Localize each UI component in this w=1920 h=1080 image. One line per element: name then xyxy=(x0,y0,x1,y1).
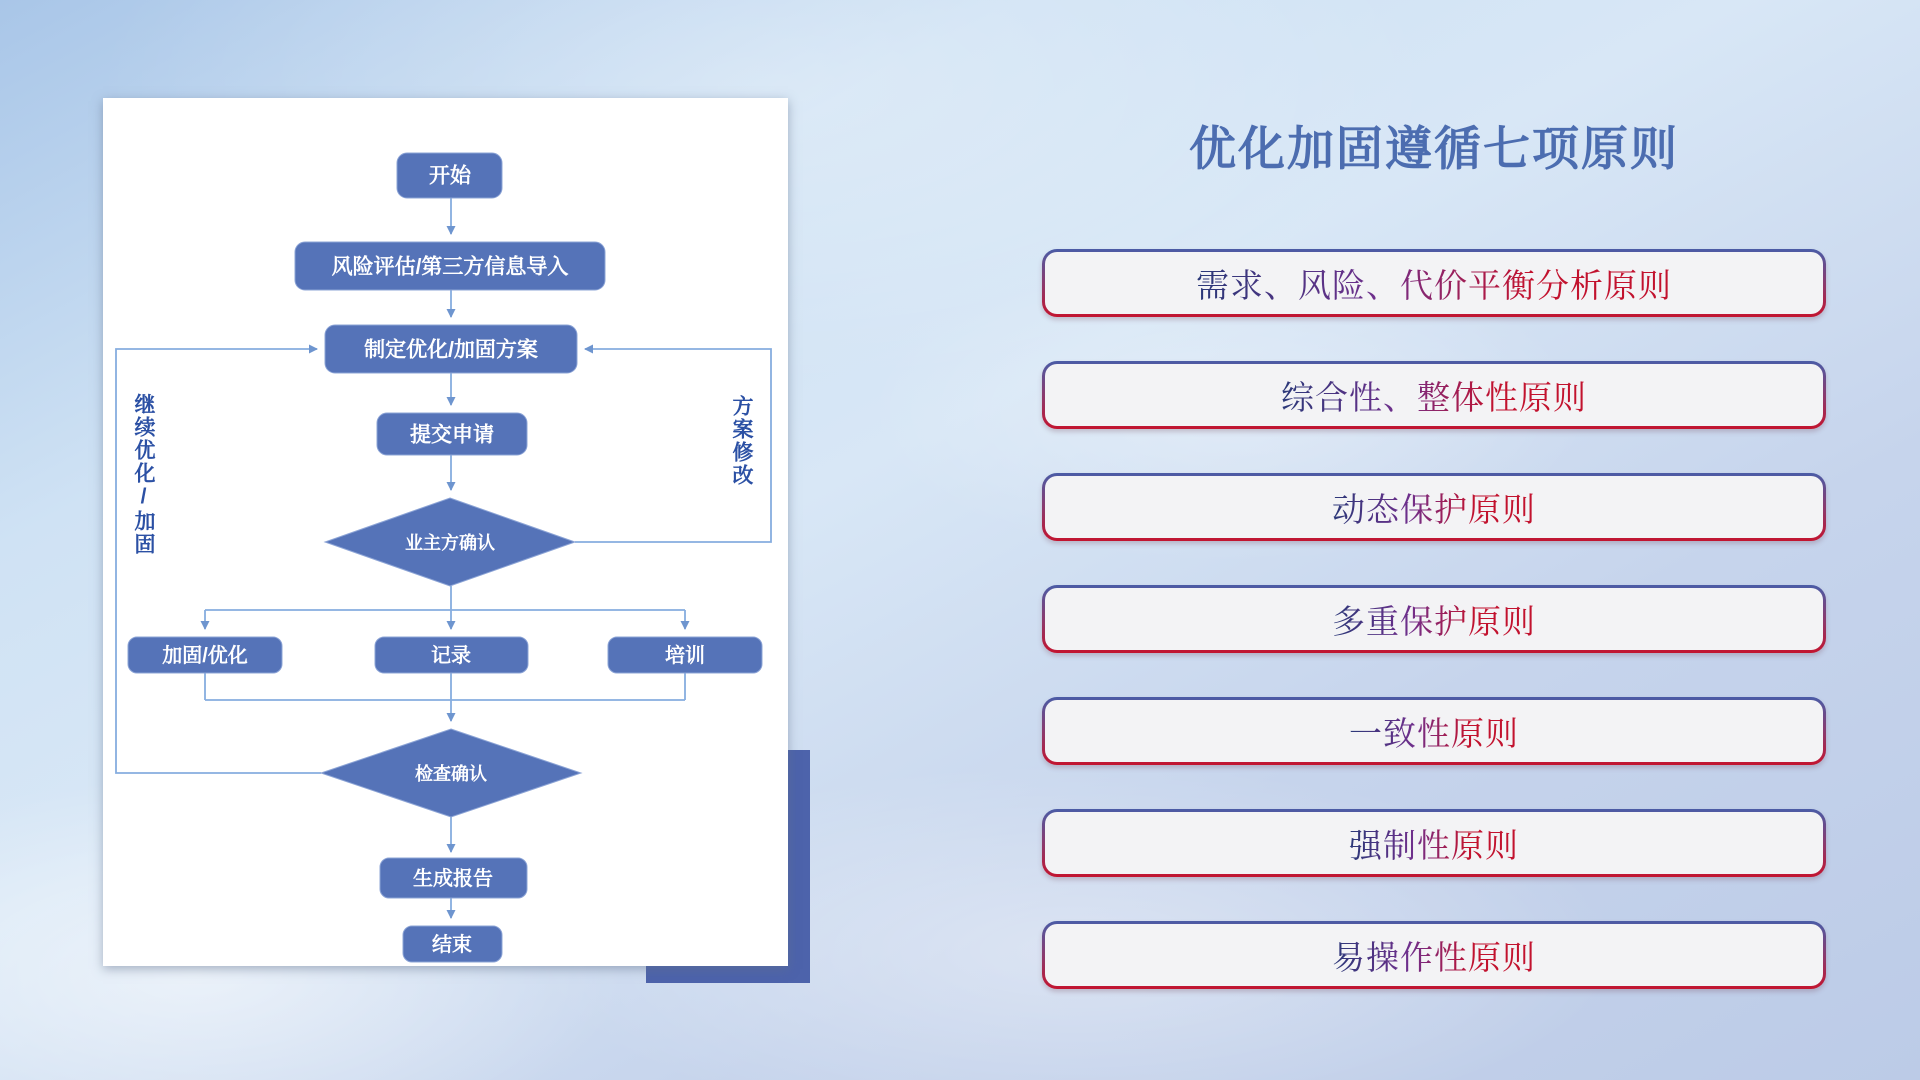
principle-item-6-box xyxy=(1045,812,1823,874)
principle-label: 一致性原则 xyxy=(1349,708,1519,755)
principle-item-3 xyxy=(1042,473,1826,541)
node-submit-request-label: 提交申请 xyxy=(410,423,494,447)
node-owner-confirm xyxy=(325,498,575,586)
node-end-label: 结束 xyxy=(432,934,472,956)
node-start xyxy=(397,153,502,198)
principle-label: 综合性、整体性原则 xyxy=(1281,372,1587,419)
flowchart-diagram xyxy=(103,98,788,966)
principle-item-7-box xyxy=(1045,924,1823,986)
principle-item-2-box xyxy=(1045,364,1823,426)
node-owner-confirm-label: 业主方确认 xyxy=(405,533,495,553)
node-generate-report-label: 生成报告 xyxy=(413,868,493,890)
loop-label-continue-optimize: 继续优化/加固 xyxy=(132,393,155,556)
node-end xyxy=(403,926,502,962)
principle-item-2 xyxy=(1042,361,1826,429)
node-harden-optimize-label: 加固/优化 xyxy=(162,645,248,667)
node-check-confirm xyxy=(321,729,581,817)
node-make-plan-label: 制定优化/加固方案 xyxy=(364,338,538,362)
node-make-plan xyxy=(325,325,577,373)
principle-item-1-box xyxy=(1045,252,1823,314)
node-risk-import xyxy=(295,242,605,290)
principle-label: 需求、风险、代价平衡分析原则 xyxy=(1196,260,1672,307)
principle-label: 动态保护原则 xyxy=(1332,484,1536,531)
node-record xyxy=(375,637,528,673)
flowchart-card xyxy=(103,98,788,966)
node-generate-report xyxy=(380,858,527,898)
principle-item-5-box xyxy=(1045,700,1823,762)
node-record-label: 记录 xyxy=(431,645,471,667)
principle-item-6 xyxy=(1042,809,1826,877)
node-check-confirm-label: 检查确认 xyxy=(415,764,487,784)
node-submit-request xyxy=(377,413,527,455)
principle-item-7 xyxy=(1042,921,1826,989)
page-title: 优化加固遵循七项原则 xyxy=(1189,122,1679,175)
principle-label: 多重保护原则 xyxy=(1332,596,1536,643)
principle-label: 易操作性原则 xyxy=(1332,932,1536,979)
principle-item-4-box xyxy=(1045,588,1823,650)
principle-label: 强制性原则 xyxy=(1349,820,1519,867)
node-training xyxy=(608,637,762,673)
node-harden-optimize xyxy=(128,637,282,673)
node-start-label: 开始 xyxy=(429,164,471,188)
principle-item-3-box xyxy=(1045,476,1823,538)
principle-item-5 xyxy=(1042,697,1826,765)
loop-label-plan-modify: 方案修改 xyxy=(730,395,753,487)
node-training-label: 培训 xyxy=(665,645,705,667)
node-risk-import-label: 风险评估/第三方信息导入 xyxy=(331,255,569,279)
principle-item-4 xyxy=(1042,585,1826,653)
principle-item-1 xyxy=(1042,249,1826,317)
